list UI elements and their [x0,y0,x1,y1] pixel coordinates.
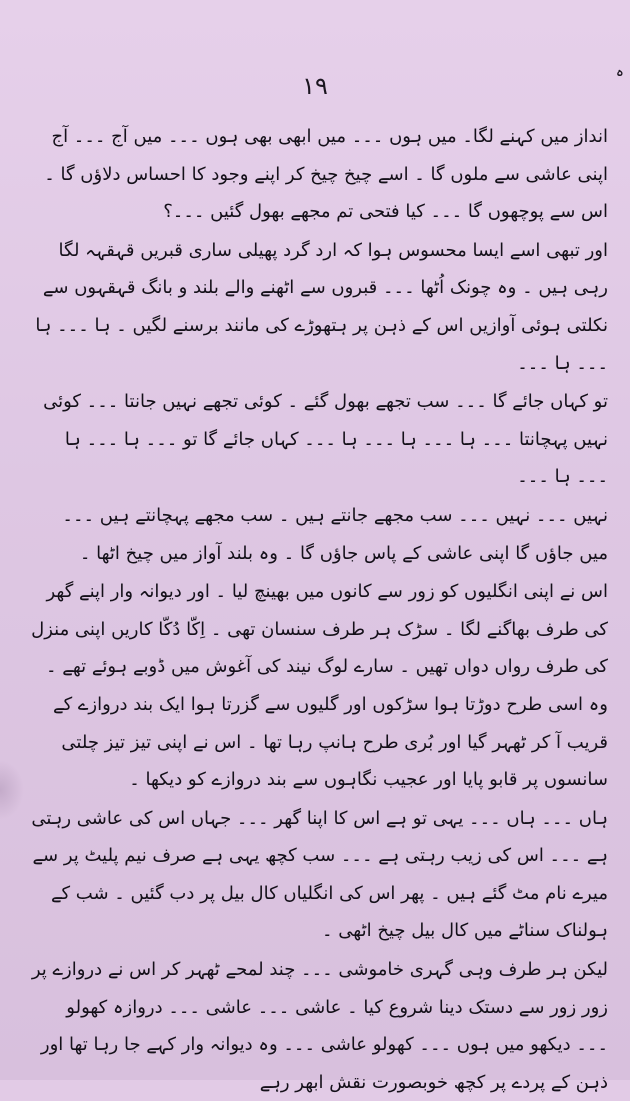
paragraph-6: ہاں ۔۔۔ ہاں ۔۔۔ یہی تو ہے اس کا اپنا گھر ۔۔۔ جہاں اس کی عاشی رہتی ہے ۔۔۔ اس کی زیب رہتی ہے ۔۔۔ سب کچھ یہی ہے صرف نیم پلیٹ پر سے میرے نام مٹ گئے ہیں ۔ پھر اس کی انگلیاں کال بیل پر دب گئیں ۔ شب کے ہولناک سناٹے میں کال بیل چیخ اٹھی ۔ [31,807,608,942]
page-number: ۱۹ [302,72,328,100]
corner-mark: ہ [615,64,624,80]
urdu-text-body [30,118,608,1101]
paragraph-5: اس نے اپنی انگلیوں کو زور سے کانوں میں بھینچ لیا ۔ اور دیوانہ وار اپنے گھر کی طرف بھاگنے لگا ۔ سڑک ہر طرف سنسان تھی ۔ اِکّا دُکّا کاریں اپنی منزل کی طرف رواں دواں تھیں ۔ سارے لوگ نیند کی آغوش میں ڈوبے ہوئے تھے ۔ وہ اسی طرح دوڑتا ہوا سڑکوں اور گلیوں سے گزرتا ہوا ایک بند دروازے کے قریب آ کر ٹھہر گیا اور بُری طرح ہانپ رہا تھا ۔ اس نے اپنی تیز تیز چلتی سانسوں پر قابو پایا اور عجیب نگاہوں سے بند دروازے کو دیکھا ۔ [31,581,608,791]
scan-smudge [0,760,24,820]
paragraph-1: انداز میں کہنے لگا۔ میں ہوں ۔۔۔ میں ابھی بھی ہوں ۔۔۔ میں آج ۔۔۔ آج اپنی عاشی سے ملوں گا ۔ اسے چیخ چیخ کر اپنے وجود کا احساس دلاؤں گا ۔ اس سے پوچھوں گا ۔۔۔ کیا فتحی تم مجھے بھول گئیں ۔۔۔؟ [44,126,608,223]
paragraph-7: لیکن ہر طرف وہی گہری خاموشی ۔۔۔ چند لمحے ٹھہر کر اس نے دروازے پر زور زور سے دستک دینا شروع کیا ۔ عاشی ۔۔۔ عاشی ۔۔۔ دروازہ کھولو ۔۔۔ دیکھو میں ہوں ۔۔۔ کھولو عاشی ۔۔۔ وہ دیوانہ وار کہے جا رہا تھا اور ذہن کے پردے پر کچھ خوبصورت نقش ابھر رہے [31,959,608,1093]
paragraph-4: نہیں ۔۔۔ نہیں ۔۔۔ سب مجھے جانتے ہیں ۔ سب مجھے پہچانتے ہیں ۔۔۔ میں جاؤں گا اپنی عاشی کے پاس جاؤں گا ۔ وہ بلند آواز میں چیخ اٹھا ۔ [62,504,608,564]
paragraph-2: اور تبھی اسے ایسا محسوس ہوا کہ ارد گرد پھیلی ساری قبریں قہقہہ لگا رہی ہیں ۔ وہ چونک اُٹھا ۔۔۔ قبروں سے اٹھنے والے بلند و بانگ قہقہوں سے نکلتی ہوئی آوازیں اس کے ذہن پر ہتھوڑے کی مانند برسنے لگیں ۔ ہا ۔۔۔ ہا ۔۔۔ ہا ۔۔۔ [35,239,608,374]
paragraph-3: تو کہاں جائے گا ۔۔۔ سب تجھے بھول گئے ۔ کوئی تجھے نہیں جانتا ۔۔۔ کوئی نہیں پہچانتا ۔۔۔ ہا ۔۔۔ ہا ۔۔۔ ہا ۔۔۔ کہاں جائے گا تو ۔۔۔ ہا ۔۔۔ ہا ۔۔۔ ہا ۔۔۔ [43,391,608,488]
